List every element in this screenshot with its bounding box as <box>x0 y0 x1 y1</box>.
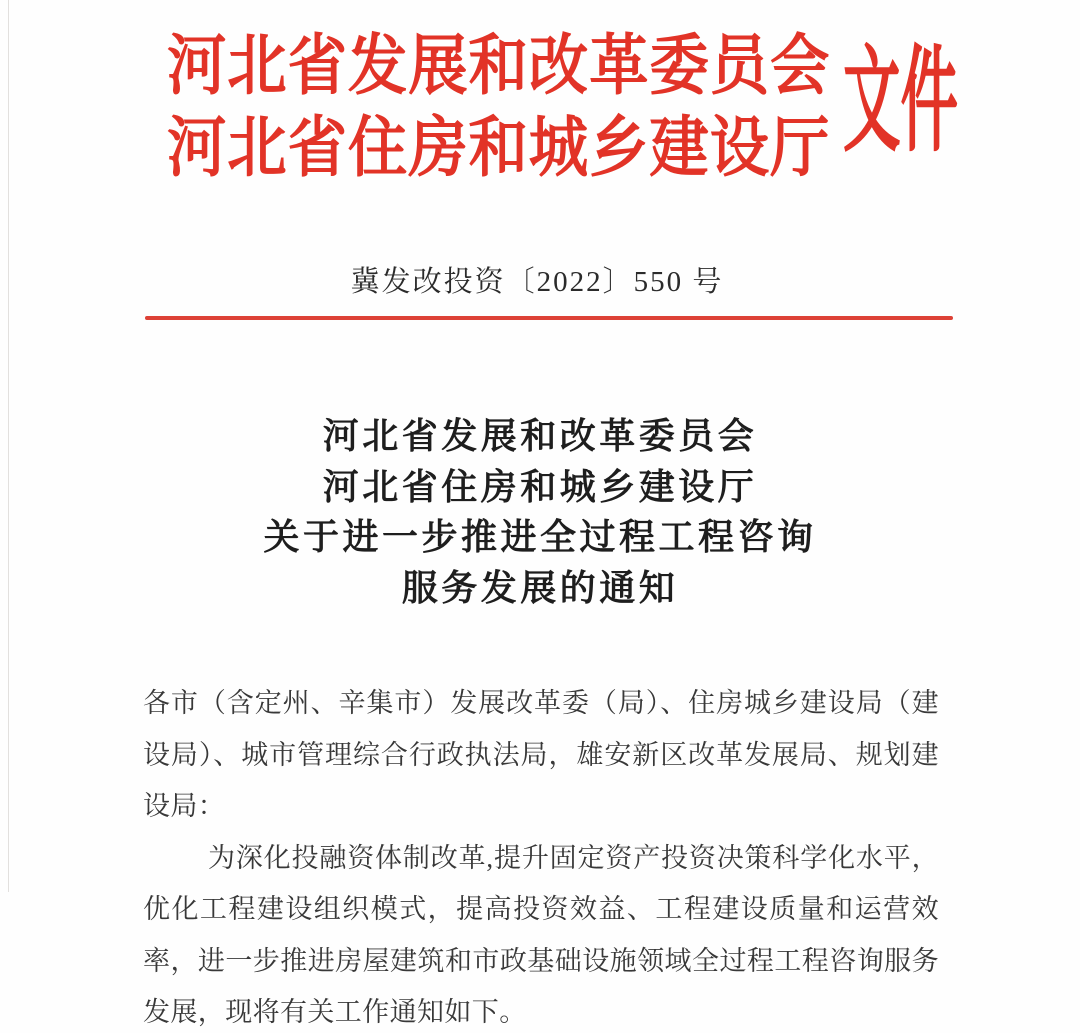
scan-edge-line <box>8 0 9 892</box>
title-line-2: 河北省住房和城乡建设厅 <box>322 466 758 507</box>
red-divider-line <box>145 316 953 320</box>
title-line-3: 关于进一步推进全过程工程咨询 <box>263 517 817 557</box>
issuing-agencies <box>167 26 830 190</box>
title-line-4: 服务发展的通知 <box>401 567 679 608</box>
document-body <box>143 678 939 1033</box>
document-number: 冀发改投资〔2022〕550 号 <box>350 266 724 298</box>
agency-name-development-reform: 河北省发展和改革委员会 <box>167 30 831 103</box>
title-line-1: 河北省发展和改革委员会 <box>322 416 758 456</box>
document-title <box>17 411 1063 613</box>
agency-name-housing-construction: 河北省住房和城乡建设厅 <box>167 112 831 185</box>
intro-paragraph: 为深化投融资体制改革,提升固定资产投资决策科学化水平，优化工程建设组织模式，提高投资效益、工程建设质量和运营效率，进一步推进房屋建筑和市政基础设施领域全过程工程咨询服务发展，现将有关工作通知如下。 <box>143 842 939 1027</box>
document-label: 文件 <box>843 38 959 165</box>
recipients-paragraph: 各市（含定州、辛集市）发展改革委（局）、住房城乡建设局（建设局）、城市管理综合行政执法局，雄安新区改革发展局、规划建设局： <box>143 688 939 821</box>
